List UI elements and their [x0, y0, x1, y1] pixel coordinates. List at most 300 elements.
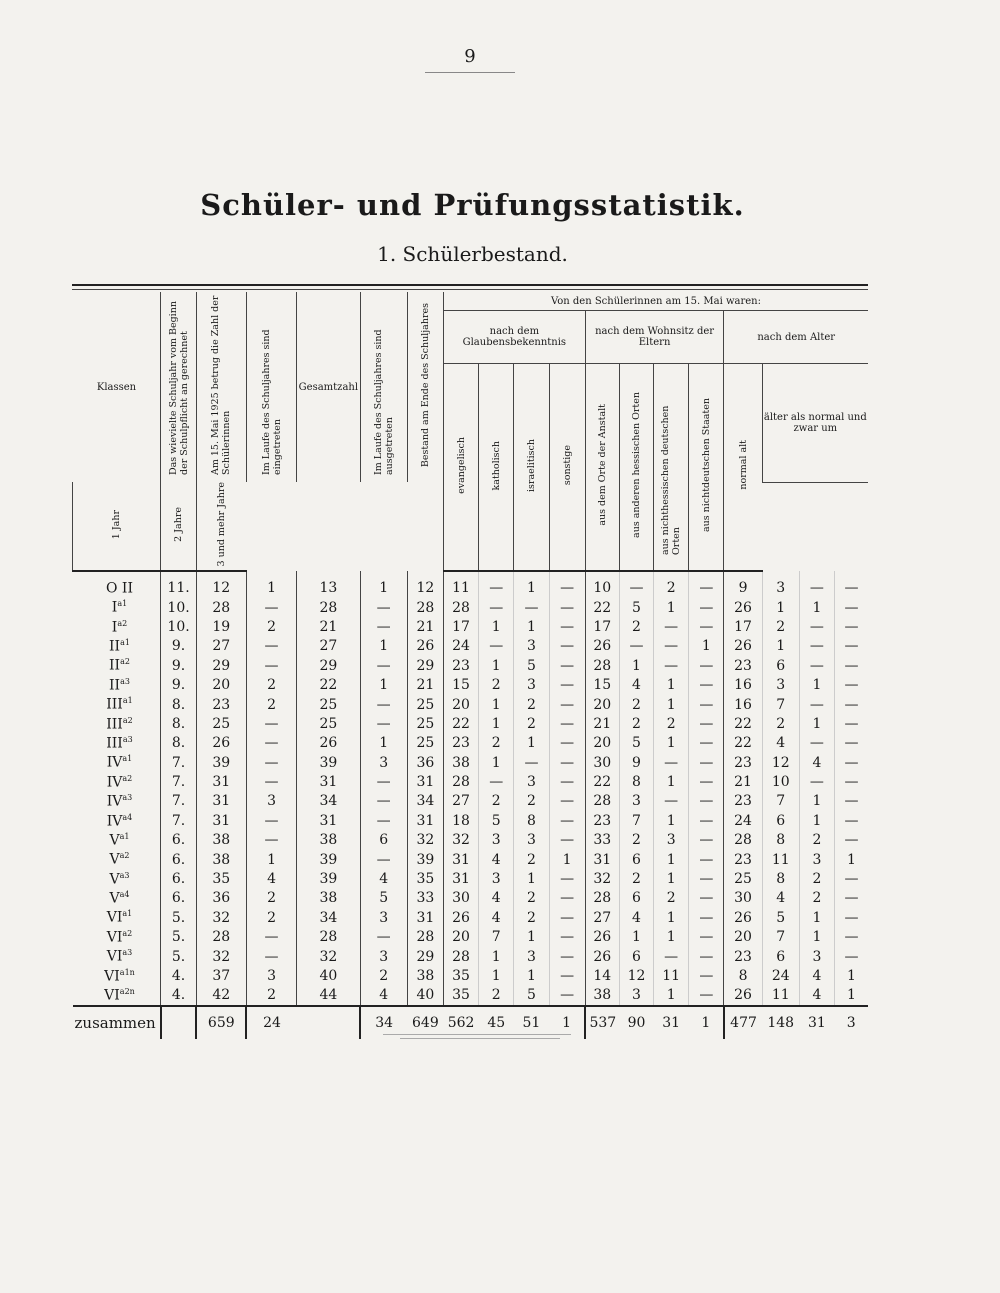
total-cell: 34 [360, 1006, 407, 1039]
table-cell: 2 [762, 617, 799, 636]
header-3-jahre: 3 und mehr Jahre [196, 482, 246, 571]
table-cell: — [479, 571, 514, 597]
table-cell: 23 [585, 811, 619, 830]
table-cell: — [799, 656, 834, 675]
table-cell: 2 [619, 695, 653, 714]
table-row [73, 986, 869, 1006]
table-cell: 30 [585, 753, 619, 772]
table-cell: 6 [360, 831, 407, 850]
table-cell: 24 [762, 966, 799, 985]
table-cell: 3 [514, 637, 549, 656]
table-cell: 35 [443, 986, 478, 1006]
header-aus-nichtdeutschen: aus nichtdeutschen Staaten [689, 364, 724, 572]
class-name: I [111, 619, 118, 636]
table-cell: 4 [360, 986, 407, 1006]
class-name-cell [73, 656, 161, 675]
table-cell: 5 [762, 908, 799, 927]
table-cell: — [835, 928, 868, 947]
class-name-cell [73, 908, 161, 927]
table-cell: — [689, 598, 724, 617]
table-cell: — [246, 772, 296, 791]
table-cell: 1 [654, 811, 689, 830]
header-wohnsitz: nach dem Wohnsitz der Eltern [585, 311, 724, 364]
table-cell: 32 [407, 831, 443, 850]
table-cell: 1 [360, 675, 407, 694]
table-cell: — [689, 695, 724, 714]
table-cell: 1 [479, 966, 514, 985]
table-cell: 6 [762, 811, 799, 830]
table-cell: 20 [443, 695, 478, 714]
page-title: Schüler- und Prüfungsstatistik. [200, 188, 745, 222]
class-suffix: a4 [119, 890, 130, 900]
table-cell: 21 [724, 772, 762, 791]
table-cell: 25 [407, 714, 443, 733]
table-cell: 17 [585, 617, 619, 636]
table-cell: 3 [799, 850, 834, 869]
table-cell: 1 [479, 695, 514, 714]
table-cell: 3 [654, 831, 689, 850]
table-cell: — [689, 966, 724, 985]
table-cell: — [246, 811, 296, 830]
table-cell: 28 [585, 656, 619, 675]
table-cell: 32 [196, 908, 246, 927]
table-cell: 3 [246, 792, 296, 811]
table-cell: 4 [360, 869, 407, 888]
table-cell: 26 [585, 637, 619, 656]
table-cell: 40 [297, 966, 360, 985]
class-name: IV [106, 755, 123, 771]
table-cell: 6. [161, 869, 196, 888]
table-cell: 21 [407, 675, 443, 694]
table-cell: 1 [514, 869, 549, 888]
table-cell: 20 [443, 928, 478, 947]
table-cell: 1 [689, 637, 724, 656]
table-cell: — [246, 714, 296, 733]
table-cell: 6 [762, 947, 799, 966]
table-cell: — [654, 753, 689, 772]
table-cell: — [654, 947, 689, 966]
table-cell: 26 [724, 637, 762, 656]
table-cell: — [799, 617, 834, 636]
table-cell: — [835, 831, 868, 850]
table-cell: 4 [762, 889, 799, 908]
header-aus-nichthessischen: aus nichthessischen deutschen Orten [654, 364, 689, 572]
table-cell: — [549, 675, 585, 694]
table-cell: — [549, 617, 585, 636]
table-cell: 39 [297, 850, 360, 869]
class-name-cell [73, 831, 161, 850]
page-number-rule [425, 72, 515, 73]
table-row [73, 811, 869, 830]
table-cell: — [514, 598, 549, 617]
table-cell: 1 [799, 908, 834, 927]
table-cell: — [479, 598, 514, 617]
table-cell: 1 [619, 656, 653, 675]
table-cell: 7 [762, 695, 799, 714]
table-cell: 31 [196, 811, 246, 830]
table-row [73, 753, 869, 772]
table-cell: 2 [619, 831, 653, 850]
table-cell: 1 [654, 850, 689, 869]
table-cell: 1 [799, 598, 834, 617]
table-cell: — [246, 656, 296, 675]
table-cell: 17 [724, 617, 762, 636]
table-cell: 38 [297, 889, 360, 908]
table-cell: 28 [196, 928, 246, 947]
table-cell: — [799, 734, 834, 753]
table-cell: 10. [161, 617, 196, 636]
class-name-cell [73, 695, 161, 714]
total-cell: 1 [689, 1006, 724, 1039]
table-cell: 2 [654, 571, 689, 597]
table-cell: 1 [654, 675, 689, 694]
table-cell: 7. [161, 772, 196, 791]
table-row [73, 675, 869, 694]
table-cell: 28 [585, 792, 619, 811]
table-row [73, 637, 869, 656]
table-cell: 2 [514, 792, 549, 811]
table-cell: — [246, 734, 296, 753]
table-cell: 6 [619, 947, 653, 966]
table-cell: 31 [196, 772, 246, 791]
header-1-jahr: 1 Jahr [73, 482, 161, 571]
table-cell: — [360, 850, 407, 869]
table-cell: 26 [443, 908, 478, 927]
header-aus-dem-orte: aus dem Orte der Anstalt [585, 364, 619, 572]
table-cell: 3 [619, 986, 653, 1006]
class-name: VI [104, 968, 120, 985]
table-cell: 1 [479, 714, 514, 733]
table-cell: 1 [835, 986, 868, 1006]
table-cell: 4 [479, 889, 514, 908]
table-cell: 37 [196, 966, 246, 985]
class-suffix: a2 [122, 715, 133, 725]
table-cell: 1 [654, 986, 689, 1006]
header-normal-alt: normal alt [724, 364, 762, 572]
class-name-cell [73, 792, 161, 811]
total-label: zusammen [73, 1006, 161, 1039]
table-cell: 31 [443, 869, 478, 888]
class-name-cell [73, 850, 161, 869]
header-2-jahre: 2 Jahre [161, 482, 196, 571]
table-cell: — [360, 617, 407, 636]
table-cell: — [549, 772, 585, 791]
table-cell: — [654, 656, 689, 675]
table-cell: 1 [360, 734, 407, 753]
table-cell: 5 [619, 598, 653, 617]
table-cell: — [835, 908, 868, 927]
table-cell: — [549, 695, 585, 714]
table-cell: 5 [619, 734, 653, 753]
table-cell: 6. [161, 850, 196, 869]
table-cell: 33 [407, 889, 443, 908]
table-cell: 6 [619, 850, 653, 869]
table-cell: 1 [654, 734, 689, 753]
table-cell: — [689, 617, 724, 636]
table-cell: — [360, 695, 407, 714]
table-cell: 1 [514, 928, 549, 947]
table-cell: 2 [246, 908, 296, 927]
table-cell: 1 [835, 850, 868, 869]
table-cell: 18 [443, 811, 478, 830]
class-name: O II [105, 580, 133, 597]
table-cell: 26 [724, 986, 762, 1006]
table-cell: 34 [297, 908, 360, 927]
table-cell: 2 [654, 714, 689, 733]
table-cell: — [549, 966, 585, 985]
table-cell: 31 [407, 908, 443, 927]
class-suffix: a3 [122, 734, 133, 744]
table-cell: 23 [724, 792, 762, 811]
class-suffix: a2 [117, 618, 128, 628]
table-cell: — [246, 598, 296, 617]
class-name-cell [73, 947, 161, 966]
table-cell: — [835, 792, 868, 811]
table-cell: 3 [514, 947, 549, 966]
table-cell: 27 [297, 637, 360, 656]
total-cell: 24 [246, 1006, 296, 1039]
total-cell: 659 [196, 1006, 246, 1039]
class-name: IV [106, 813, 123, 830]
table-cell: 35 [407, 869, 443, 888]
table-cell: 3 [619, 792, 653, 811]
table-cell: 26 [724, 598, 762, 617]
table-row [73, 598, 869, 617]
table-cell: 2 [360, 966, 407, 985]
class-suffix: a4 [122, 812, 133, 822]
table-cell: 1 [479, 656, 514, 675]
table-cell: 23 [724, 850, 762, 869]
table-cell: — [549, 811, 585, 830]
table-cell: 20 [724, 928, 762, 947]
table-cell: — [689, 753, 724, 772]
total-cell: 537 [585, 1006, 619, 1039]
table-cell: 2 [514, 850, 549, 869]
table-cell: 27 [443, 792, 478, 811]
class-suffix: a2 [119, 851, 130, 861]
table-cell: 2 [799, 869, 834, 888]
table-body [73, 571, 869, 1006]
table-cell: — [835, 889, 868, 908]
table-cell: 3 [360, 947, 407, 966]
class-suffix: a1 [120, 638, 130, 647]
total-cell: 562 [443, 1006, 478, 1039]
class-name: II [109, 658, 121, 675]
table-cell: 20 [585, 734, 619, 753]
table-cell: — [549, 928, 585, 947]
table-cell: 28 [297, 598, 360, 617]
table-row [73, 966, 869, 985]
table-cell: 35 [443, 966, 478, 985]
table-cell: 13 [297, 571, 360, 597]
table-cell: — [549, 986, 585, 1006]
table-cell: 8 [619, 772, 653, 791]
table-cell: — [689, 869, 724, 888]
table-cell: 1 [360, 571, 407, 597]
table-cell: 2 [479, 792, 514, 811]
table-cell: — [360, 598, 407, 617]
class-suffix: a3 [122, 793, 133, 803]
table-cell: — [689, 889, 724, 908]
table-cell: 4 [479, 908, 514, 927]
table-cell: 28 [443, 598, 478, 617]
table-cell: 17 [443, 617, 478, 636]
table-cell: 1 [514, 734, 549, 753]
table-cell: 25 [297, 695, 360, 714]
class-name-cell [73, 675, 161, 694]
table-cell: 39 [407, 850, 443, 869]
table-cell: 28 [297, 928, 360, 947]
header-schuljahr: Das wievielte Schuljahr vom Beginn der Schulpflicht an gerechnet [161, 292, 196, 482]
table-cell: 35 [196, 869, 246, 888]
table-cell: 11 [762, 850, 799, 869]
table-cell: 4 [762, 734, 799, 753]
table-cell: 22 [724, 734, 762, 753]
table-cell: 8. [161, 714, 196, 733]
table-cell: 2 [246, 675, 296, 694]
table-cell: 5 [479, 811, 514, 830]
table-cell: — [689, 571, 724, 597]
table-cell: 34 [297, 792, 360, 811]
class-suffix: a2n [119, 987, 135, 997]
table-cell: 31 [297, 772, 360, 791]
table-cell: 28 [407, 928, 443, 947]
table-cell: — [549, 753, 585, 772]
table-cell: — [619, 637, 653, 656]
table-cell: 3 [360, 753, 407, 772]
table-cell: 8 [762, 831, 799, 850]
table-cell: 2 [619, 714, 653, 733]
table-cell: — [360, 792, 407, 811]
class-name-cell [73, 714, 161, 733]
table-cell: — [689, 714, 724, 733]
class-name-cell [73, 811, 161, 830]
class-name: IV [106, 793, 123, 810]
table-row [73, 695, 869, 714]
class-suffix: a3 [122, 948, 133, 958]
table-cell: — [479, 772, 514, 791]
table-row [73, 772, 869, 791]
table-cell: 38 [297, 831, 360, 850]
class-name: VI [106, 948, 123, 965]
table-row [73, 850, 869, 869]
class-suffix: a2 [122, 773, 133, 783]
class-name-cell [73, 637, 161, 656]
table-cell: 22 [443, 714, 478, 733]
table-cell: 3 [479, 869, 514, 888]
table-cell: — [835, 675, 868, 694]
table-cell: 1 [762, 598, 799, 617]
table-cell: 14 [585, 966, 619, 985]
class-name: III [106, 735, 123, 752]
table-cell: 39 [196, 753, 246, 772]
table-cell: 5. [161, 928, 196, 947]
total-cell: 477 [724, 1006, 762, 1039]
header-von-den-schuelerinnen: Von den Schülerinnen am 15. Mai waren: [443, 292, 868, 311]
class-name: VI [104, 987, 120, 1004]
table-cell: — [360, 811, 407, 830]
table-cell: — [549, 869, 585, 888]
table-cell: 9 [724, 571, 762, 597]
table-cell: — [689, 908, 724, 927]
table-cell: — [689, 792, 724, 811]
table-cell: 1 [479, 617, 514, 636]
class-suffix: a1 [122, 696, 133, 706]
table-cell: 12 [619, 966, 653, 985]
table-cell: — [549, 889, 585, 908]
table-cell: 28 [407, 598, 443, 617]
table-cell: 1 [246, 571, 296, 597]
total-cell: 51 [514, 1006, 549, 1039]
table-cell: 9. [161, 656, 196, 675]
table-row [73, 889, 869, 908]
table-cell: 22 [585, 772, 619, 791]
table-cell: 3 [514, 675, 549, 694]
table-cell: — [689, 850, 724, 869]
table-cell: — [654, 637, 689, 656]
table-cell: 4 [246, 869, 296, 888]
table-cell: 4 [799, 753, 834, 772]
table-cell: 2 [619, 869, 653, 888]
table-cell: 29 [407, 656, 443, 675]
table-cell: 29 [196, 656, 246, 675]
table-cell: 36 [407, 753, 443, 772]
table-cell: 10 [762, 772, 799, 791]
table-cell: 1 [799, 811, 834, 830]
total-cell [161, 1006, 196, 1039]
table-cell: 31 [407, 811, 443, 830]
table-cell: — [549, 714, 585, 733]
class-name-cell [73, 869, 161, 888]
table-cell: 25 [196, 714, 246, 733]
table-cell: 1 [619, 928, 653, 947]
table-cell: 2 [479, 675, 514, 694]
table-cell: 7 [479, 928, 514, 947]
table-cell: 7. [161, 753, 196, 772]
table-row [73, 869, 869, 888]
table-cell: — [835, 947, 868, 966]
class-name: III [106, 716, 123, 733]
table-cell: — [689, 772, 724, 791]
table-cell: 8. [161, 734, 196, 753]
table-cell: 8 [762, 869, 799, 888]
table-cell: 2 [479, 734, 514, 753]
table-cell: 28 [443, 947, 478, 966]
table-cell: 1 [654, 908, 689, 927]
table-cell: — [654, 617, 689, 636]
table-cell: 30 [724, 889, 762, 908]
table-cell: 1 [835, 966, 868, 985]
table-cell: — [835, 617, 868, 636]
class-name-cell [73, 966, 161, 985]
table-cell: — [689, 656, 724, 675]
table-header [73, 292, 869, 571]
table-cell: — [246, 831, 296, 850]
total-cell: 45 [479, 1006, 514, 1039]
table-cell: — [654, 792, 689, 811]
table-cell: 23 [724, 753, 762, 772]
total-cell: 1 [549, 1006, 585, 1039]
table-cell: — [799, 571, 834, 597]
table-cell: 8 [514, 811, 549, 830]
table-cell: 1 [514, 571, 549, 597]
table-cell: 20 [585, 695, 619, 714]
table-cell: 1 [799, 928, 834, 947]
total-cell: 31 [799, 1006, 834, 1039]
class-name: II [109, 677, 121, 694]
table-cell: 32 [196, 947, 246, 966]
table-cell: 2 [514, 695, 549, 714]
